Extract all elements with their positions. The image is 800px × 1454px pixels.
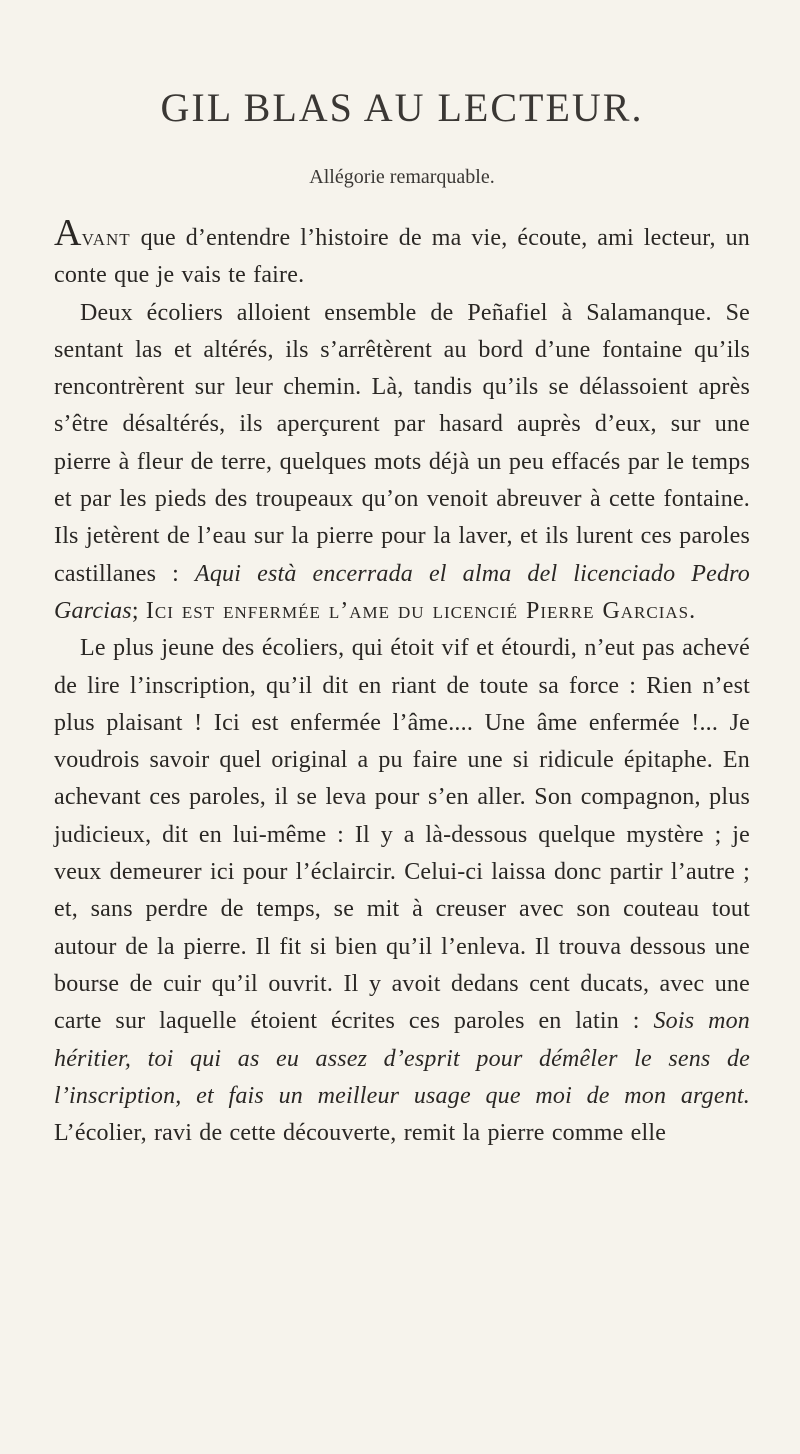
chapter-body (54, 212, 751, 1152)
chapter-subtitle: Allégorie remarquable. (309, 166, 495, 188)
paragraph-3-text: Le plus jeune des écoliers, qui étoit vif et étourdi, n’eut pas achevé de lire l’inscription, qu’il dit en riant de toute sa force : Rien n’est plus plaisant ! Ici est enfermée l’âme.... Une âme enfermée !... Je voudrois savoir quel original a pu faire une si ridicule épitaphe. En achevant ces paroles, il se leva pour s’en aller. Son compagnon, plus judicieux, dit en lui-même : Il y a là-dessous quelque mystère ; je veux demeurer ici pour l’éclaircir. Celui-ci laissa donc partir l’autre ; et, sans perdre de temps, se mit à creuser avec son couteau tout autour de la pierre. Il fit si bien qu’il l’enleva. Il trouva dessous une bourse de cuir qu’il ouvrit. Il y avoit dedans cent ducats, avec une carte sur laquelle étoient écrites ces paroles en latin : (54, 635, 750, 1035)
paragraph-2-text: Deux écoliers alloient ensemble de Peñafiel à Salamanque. Se sentant las et altérés, ils s’arrêtèrent au bord d’une fontaine qu’ils rencontrèrent sur leur chemin. Là, tandis qu’ils se délassoient après s’être désaltérés, ils aperçurent par hasard auprès d’eux, sur une pierre à fleur de terre, quelques mots déjà un peu effacés par le temps et par les pieds des troupeaux qu’on venoit abreuver à cette fontaine. Ils jetèrent de l’eau sur la pierre pour la laver, et ils lurent ces paroles castillanes : (54, 299, 750, 587)
paragraph-1-text: que d’entendre l’histoire de ma vie, écoute, ami lecteur, un conte que je vais te faire. (54, 225, 750, 289)
chapter-title: GIL BLAS AU LECTEUR. (160, 85, 644, 130)
paragraph-2 (54, 295, 750, 631)
spanish-inscription-end: ; (131, 597, 139, 624)
opening-word: vant (81, 225, 131, 251)
french-inscription: Ici est enfermée l’ame du licencié Pierre Garcias. (145, 597, 697, 624)
latin-message: Sois mon héritier, toi qui as eu assez d’esprit pour démêler le sens de l’inscription, et fais un meilleur usage que moi de mon argent. (54, 1008, 750, 1109)
paragraph-1 (54, 212, 750, 295)
paragraph-3 (54, 630, 750, 1152)
paragraph-3-ending: L’écolier, ravi de cette découverte, remit la pierre comme elle (54, 1120, 667, 1147)
spanish-inscription: Aqui està encerrada el alma del licenciado Pedro Garcias (54, 560, 751, 624)
initial-letter: A (54, 212, 82, 254)
